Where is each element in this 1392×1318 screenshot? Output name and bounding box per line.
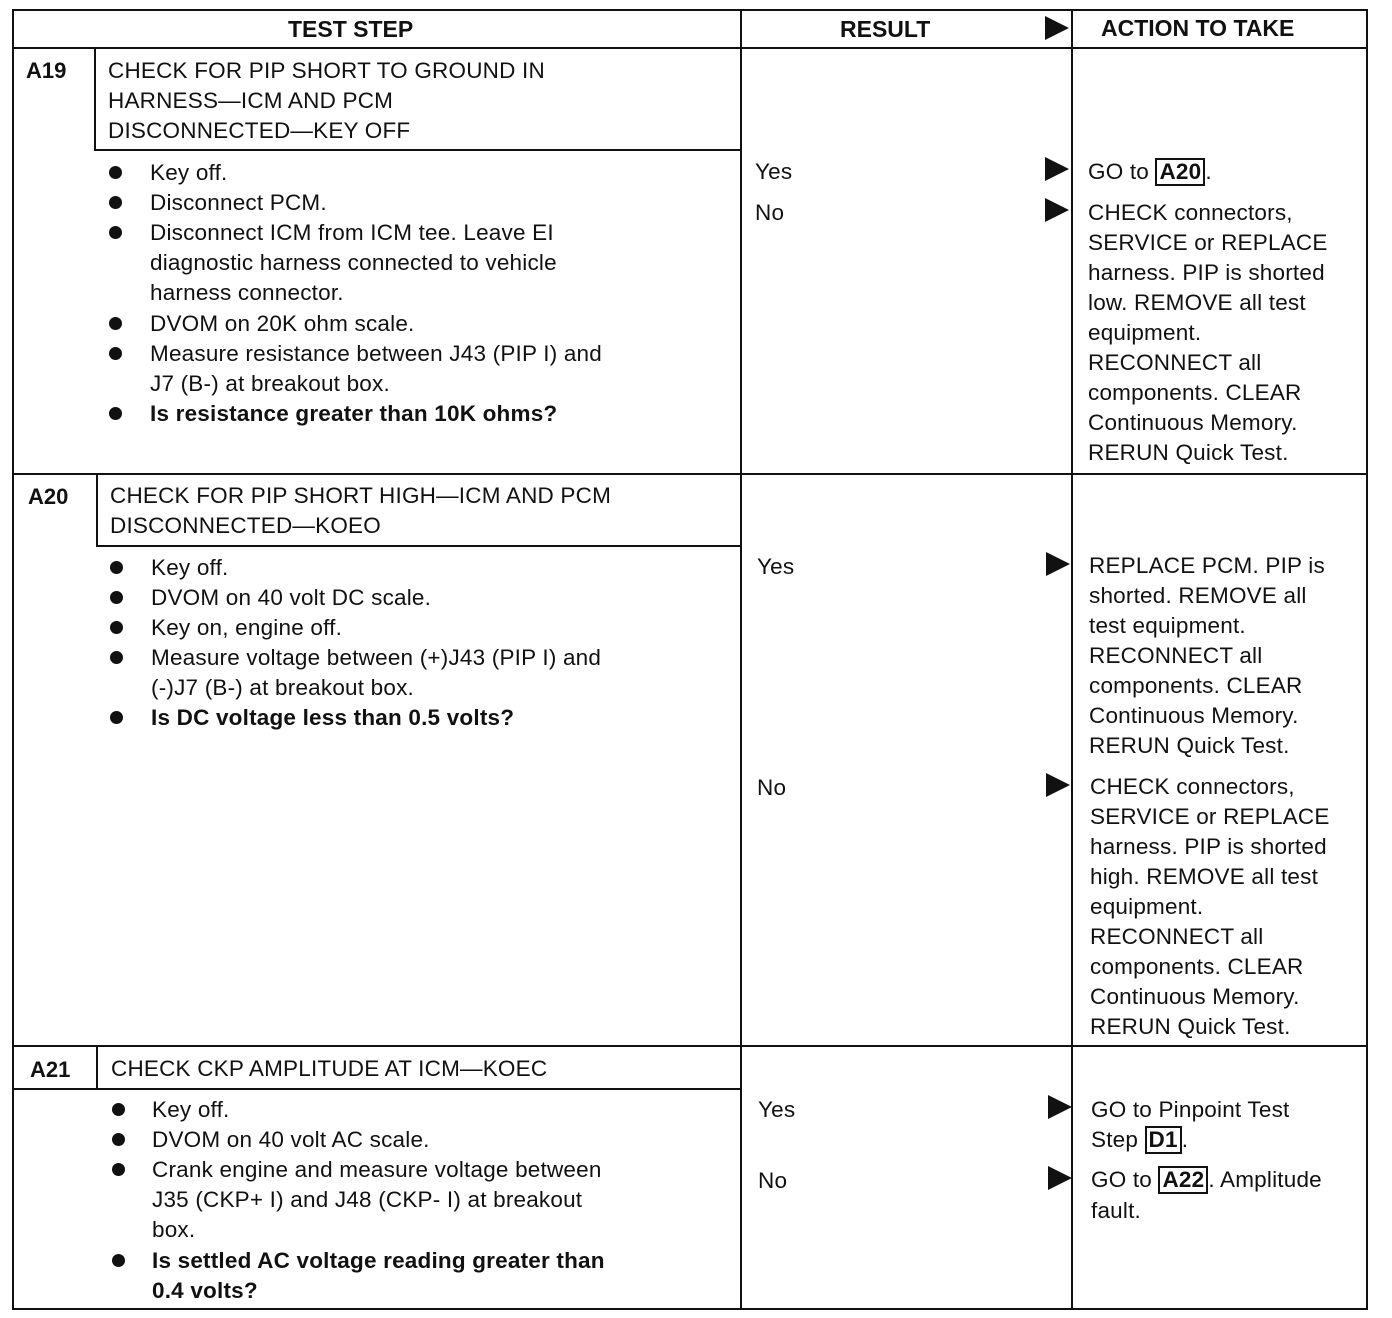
step-ref-box: A22 [1158,1166,1208,1194]
action-text: GO to A20 . [1088,159,1212,184]
action-line: Continuous Memory. [1090,984,1300,1009]
step-question: Is DC voltage less than 0.5 volts? [151,705,515,730]
bullet-icon [112,1133,125,1146]
step-code: A21 [30,1057,71,1082]
action-line: test equipment. [1089,613,1246,638]
arrow-icon [1048,1166,1072,1190]
action-line: components. CLEAR [1089,673,1303,698]
step-instruction: DVOM on 40 volt DC scale. [151,585,432,610]
action-line: components. CLEAR [1090,954,1304,979]
bullet-icon [112,1254,125,1267]
result-no: No [755,200,785,225]
result-yes: Yes [757,554,795,579]
arrow-icon [1045,157,1069,181]
step-instruction: J35 (CKP+ I) and J48 (CKP- I) at breakout [152,1187,583,1212]
step-instruction: diagnostic harness connected to vehicle [150,250,557,275]
step-instruction: (-)J7 (B-) at breakout box. [151,675,414,700]
bullet-icon [110,711,123,724]
action-line: RERUN Quick Test. [1090,1014,1291,1039]
result-no: No [757,775,787,800]
step-instruction: harness connector. [150,280,344,305]
action-line: high. REMOVE all test [1090,864,1319,889]
action-line: equipment. [1088,320,1202,345]
action-line: harness. PIP is shorted [1090,834,1327,859]
action-text: Step D1 . [1091,1127,1189,1152]
action-line: Continuous Memory. [1089,703,1299,728]
step-instruction: DVOM on 20K ohm scale. [150,311,415,336]
action-line: CHECK connectors, [1090,774,1295,799]
action-line: shorted. REMOVE all [1089,583,1307,608]
action-line: GO to Pinpoint Test [1091,1097,1290,1122]
action-line: RECONNECT all [1088,350,1262,375]
arrow-icon [1046,552,1070,576]
bullet-icon [112,1103,125,1116]
step-title-line: CHECK CKP AMPLITUDE AT ICM—KOEC [111,1056,548,1081]
header-result: RESULT [840,16,931,42]
action-line: fault. [1091,1198,1141,1223]
action-line: RECONNECT all [1089,643,1263,668]
action-text: GO to A22 . Amplitude [1091,1167,1322,1192]
step-title-line: HARNESS—ICM AND PCM [108,88,394,113]
header-action: ACTION TO TAKE [1101,15,1295,41]
bullet-icon [109,196,122,209]
step-instruction: Measure voltage between (+)J43 (PIP I) and [151,645,602,670]
result-no: No [758,1168,788,1193]
step-instruction: Key off. [152,1097,230,1122]
step-title-line: CHECK FOR PIP SHORT HIGH—ICM AND PCM [110,483,612,508]
action-line: REPLACE PCM. PIP is [1089,553,1325,578]
step-instruction: Disconnect ICM from ICM tee. Leave EI [150,220,554,245]
action-line: equipment. [1090,894,1204,919]
step-question: Is resistance greater than 10K ohms? [150,401,558,426]
step-title-line: DISCONNECTED—KOEO [110,513,381,538]
result-yes: Yes [758,1097,796,1122]
step-instruction: DVOM on 40 volt AC scale. [152,1127,430,1152]
bullet-icon [109,317,122,330]
result-yes: Yes [755,159,793,184]
bullet-icon [110,561,123,574]
header-test-step: TEST STEP [288,16,414,42]
bullet-icon [109,407,122,420]
header-arrow-icon [1045,16,1069,40]
step-ref-box: A20 [1155,158,1205,186]
action-line: RERUN Quick Test. [1088,440,1289,465]
bullet-icon [110,651,123,664]
action-line: CHECK connectors, [1088,200,1293,225]
bullet-icon [109,347,122,360]
action-line: SERVICE or REPLACE [1090,804,1330,829]
step-title-line: DISCONNECTED—KEY OFF [108,118,411,143]
bullet-icon [110,621,123,634]
step-ref-box: D1 [1145,1126,1182,1154]
action-line: harness. PIP is shorted [1088,260,1325,285]
action-line: SERVICE or REPLACE [1088,230,1328,255]
step-code: A20 [28,484,69,509]
step-instruction: Measure resistance between J43 (PIP I) and [150,341,602,366]
bullet-icon [112,1163,125,1176]
step-question: Is settled AC voltage reading greater than [152,1248,605,1273]
action-line: RERUN Quick Test. [1089,733,1290,758]
step-instruction: J7 (B-) at breakout box. [150,371,390,396]
arrow-icon [1046,773,1070,797]
step-instruction: Crank engine and measure voltage between [152,1157,602,1182]
bullet-icon [109,226,122,239]
arrow-icon [1045,198,1069,222]
step-instruction: box. [152,1217,196,1242]
step-question: 0.4 volts? [152,1278,258,1303]
step-title-line: CHECK FOR PIP SHORT TO GROUND IN [108,58,545,83]
step-instruction: Disconnect PCM. [150,190,327,215]
action-line: RECONNECT all [1090,924,1264,949]
action-line: Continuous Memory. [1088,410,1298,435]
step-code: A19 [26,58,67,83]
step-instruction: Key off. [151,555,229,580]
bullet-icon [110,591,123,604]
arrow-icon [1048,1095,1072,1119]
step-instruction: Key on, engine off. [151,615,343,640]
bullet-icon [109,166,122,179]
action-line: components. CLEAR [1088,380,1302,405]
action-line: low. REMOVE all test [1088,290,1306,315]
step-instruction: Key off. [150,160,228,185]
